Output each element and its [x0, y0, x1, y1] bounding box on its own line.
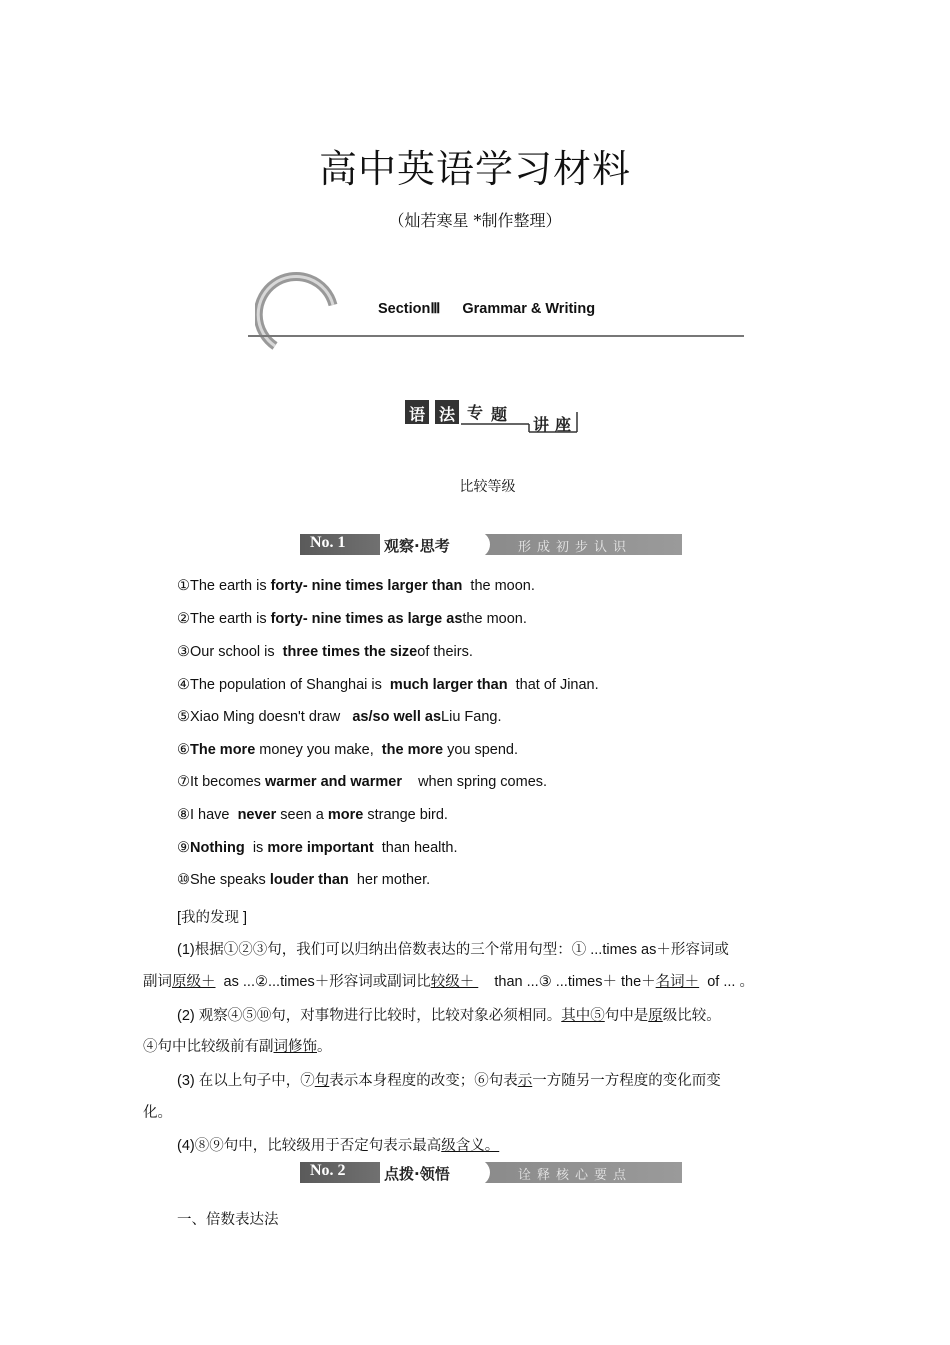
discovery-p1-line1: (1)根据①②③句，我们可以归纳出倍数表达的三个常用句型：① ...times as＋形容词或 [177, 942, 729, 958]
logo-char-6: 座 [555, 415, 572, 434]
emphasized-phrase: forty- nine times larger than [270, 578, 463, 594]
page-subtitle: （灿若寒星 *制作整理） [388, 211, 562, 230]
section-divider [248, 335, 744, 337]
sentence-number: ⑩ [177, 872, 190, 888]
banner-number: No. 2 [310, 1162, 346, 1179]
text-span: of ... 。 [699, 974, 754, 990]
discovery-p4 [177, 1134, 499, 1155]
underlined-answer: 较级＋ [430, 974, 479, 990]
sentence-text: Our school is [190, 644, 283, 660]
sentence-text: is [244, 840, 268, 856]
section-heading [378, 301, 595, 317]
discovery-p2-line1 [177, 1004, 721, 1025]
topic-heading: 比较等级 [459, 479, 516, 495]
discovery-heading: [我的发现 ] [177, 910, 248, 926]
text-span: ④句中比较级前有副 [143, 1039, 274, 1055]
sentence-number: ⑧ [177, 807, 190, 823]
sentence-text: The earth is [190, 578, 271, 594]
emphasized-phrase: never [237, 807, 277, 823]
section-arc-decoration [255, 270, 340, 350]
logo-char-4: 题 [491, 405, 508, 424]
underlined-answer: 级含义。 [441, 1138, 500, 1154]
text-span: 级比较。 [662, 1008, 721, 1024]
underlined-answer: 其中⑤ [561, 1008, 605, 1024]
text-span: (3) 在以上句子中，⑦ [177, 1073, 315, 1089]
sentence-number: ⑥ [177, 742, 190, 758]
sentence-number: ⑤ [177, 709, 190, 725]
sentence-text: the moon. [462, 611, 527, 627]
sentence-text: Xiao Ming doesn't draw [190, 709, 353, 725]
text-span: 表示本身程度的改变；⑥句表 [329, 1073, 518, 1089]
section-label: SectionⅢ [378, 301, 441, 317]
example-sentence [177, 709, 502, 725]
emphasized-phrase: much larger than [389, 677, 508, 693]
text-span: 句中是 [604, 1008, 649, 1024]
sentence-text: the moon. [462, 578, 535, 594]
text-span: (4)⑧⑨句中，比较级用于否定句表示最高 [177, 1138, 442, 1154]
text-span: (2) 观察④⑤⑩句，对事物进行比较时，比较对象必须相同。 [177, 1008, 562, 1024]
banner-label: 点拨·领悟 [384, 1165, 450, 1183]
banner-label-box [380, 1159, 490, 1186]
sentence-number: ④ [177, 677, 190, 693]
sentence-number: ② [177, 611, 190, 627]
banner-tagline: 诠释核心要点 [517, 1168, 632, 1183]
text-span: 副词 [143, 974, 172, 990]
emphasized-phrase: the more [381, 742, 444, 758]
sentence-text: money you make, [255, 742, 382, 758]
emphasized-phrase: warmer and warmer [264, 774, 402, 790]
underlined-answer: 示 [517, 1073, 533, 1089]
emphasized-phrase: three times the size [282, 644, 418, 660]
text-span: as ...②...times＋形容词或副词比 [215, 974, 431, 990]
sentence-text: Liu Fang. [441, 709, 502, 725]
underlined-answer: 句 [314, 1073, 330, 1089]
sentence-text: The earth is [190, 611, 271, 627]
example-sentence [177, 611, 527, 627]
emphasized-phrase: more important [267, 840, 374, 856]
sentence-text: that of Jinan. [507, 677, 599, 693]
page-title: 高中英语学习材料 [318, 147, 631, 191]
logo-char-2: 法 [439, 405, 456, 424]
underlined-answer: 词修饰 [273, 1039, 317, 1055]
sentence-text: I have [190, 807, 238, 823]
banner-number: No. 1 [310, 534, 346, 551]
banner-observe-think [300, 534, 682, 555]
sentence-text: It becomes [190, 774, 265, 790]
emphasized-phrase: louder than [269, 872, 349, 888]
underlined-answer: 名词＋ [655, 974, 700, 990]
sentence-text: you spend. [443, 742, 519, 758]
sentence-text: her mother. [348, 872, 431, 888]
banner-label-box [380, 531, 490, 558]
section-one-heading: 一、倍数表达法 [177, 1212, 279, 1228]
discovery-p1-line2 [143, 970, 754, 991]
example-sentence [177, 578, 535, 594]
sentence-number: ⑨ [177, 840, 190, 856]
sentence-text: strange bird. [363, 807, 448, 823]
banner-tagline: 形成初步认识 [517, 540, 632, 555]
emphasized-phrase: Nothing [190, 840, 245, 856]
underlined-answer: 原 [648, 1008, 663, 1024]
example-sentence [177, 807, 448, 823]
logo-char-1: 语 [409, 405, 426, 424]
sentence-text: when spring comes. [401, 774, 548, 790]
example-sentence [177, 872, 430, 888]
example-sentence [177, 774, 547, 790]
sentence-text: seen a [276, 807, 328, 823]
section-name: Grammar & Writing [462, 301, 596, 317]
logo-char-5: 讲 [533, 415, 550, 434]
example-sentence [177, 742, 518, 758]
grammar-lecture-logo-text [405, 400, 581, 438]
emphasized-phrase: forty- nine times as large as [270, 611, 463, 627]
banner-guide-understand [300, 1162, 682, 1183]
discovery-p3-line1 [177, 1069, 721, 1090]
sentence-number: ① [177, 578, 190, 594]
text-span: 。 [317, 1039, 332, 1055]
logo-char-3: 专 [467, 403, 484, 422]
sentence-text: of theirs. [417, 644, 473, 660]
sentence-number: ⑦ [177, 774, 190, 790]
underlined-answer: 原级＋ [172, 974, 216, 990]
example-sentence [177, 644, 473, 660]
sentence-text: She speaks [190, 872, 270, 888]
text-span: 一方随另一方程度的变化而变 [532, 1073, 721, 1089]
sentence-text: than health. [373, 840, 458, 856]
discovery-p2-line2 [143, 1035, 332, 1056]
example-sentence [177, 677, 599, 693]
text-span: than ...③ ...times＋ the＋ [478, 974, 656, 990]
emphasized-phrase: as/so well as [352, 709, 442, 725]
discovery-p3-line2: 化。 [143, 1105, 172, 1121]
banner-label: 观察·思考 [384, 537, 450, 555]
sentence-number: ③ [177, 644, 190, 660]
emphasized-phrase: more [327, 807, 364, 823]
sentence-text: The population of Shanghai is [190, 677, 390, 693]
emphasized-phrase: The more [190, 742, 256, 758]
example-sentence [177, 840, 458, 856]
